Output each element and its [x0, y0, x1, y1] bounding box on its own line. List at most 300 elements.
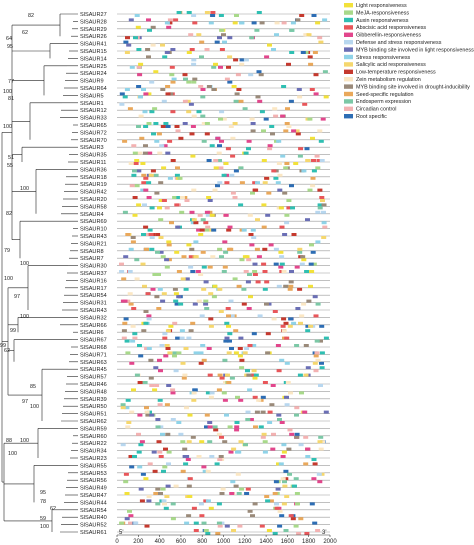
- cis-element: [218, 66, 223, 69]
- legend-swatch: [344, 77, 353, 81]
- cis-element: [276, 344, 281, 347]
- cis-element: [299, 443, 304, 446]
- three-prime-marker: 3': [322, 530, 327, 536]
- cis-element: [289, 51, 294, 54]
- cis-element: [262, 159, 267, 162]
- bootstrap-value: 95: [40, 490, 46, 496]
- gene-label: SlSAUR47: [80, 493, 107, 499]
- cis-element: [191, 436, 196, 439]
- cis-element: [184, 522, 189, 525]
- cis-element: [153, 492, 158, 495]
- cis-element: [231, 448, 236, 451]
- bootstrap-value: 81: [8, 96, 14, 102]
- cis-element: [197, 110, 202, 113]
- gene-label: SlSAUR25: [80, 63, 107, 70]
- cis-element: [133, 196, 138, 199]
- cis-element: [284, 495, 289, 498]
- cis-element: [181, 470, 186, 473]
- cis-element: [294, 344, 299, 347]
- cis-element: [205, 532, 210, 535]
- gene-label: SlSAUR14: [80, 56, 107, 63]
- cis-element: [155, 418, 160, 421]
- cis-element: [276, 414, 281, 417]
- cis-element: [133, 522, 138, 525]
- cis-element: [324, 337, 329, 340]
- cis-element: [230, 377, 235, 380]
- cis-element: [289, 184, 294, 187]
- cis-element: [121, 403, 126, 406]
- gene-label: SlSAUR8: [80, 248, 104, 255]
- cis-element: [147, 152, 152, 155]
- cis-element: [311, 177, 316, 180]
- cis-element: [186, 81, 191, 84]
- cis-element: [298, 147, 303, 150]
- gene-label: SlSAUR10: [80, 226, 107, 233]
- cis-element: [136, 48, 141, 51]
- cis-element: [245, 255, 250, 258]
- cis-element: [225, 337, 230, 340]
- cis-element: [189, 103, 194, 106]
- cis-element: [269, 403, 274, 406]
- cis-element: [218, 525, 223, 528]
- cis-element: [123, 41, 128, 44]
- cis-element: [167, 351, 172, 354]
- cis-element: [310, 88, 315, 91]
- cis-element: [226, 307, 231, 310]
- legend-label: MYB binding site involved in drought-inducibility: [356, 84, 470, 91]
- cis-element: [233, 196, 238, 199]
- cis-element: [284, 337, 289, 340]
- gene-label: SlSAUR18: [80, 174, 107, 181]
- gene-label: SlSAUR62: [80, 419, 107, 425]
- cis-element: [151, 26, 156, 29]
- cis-element: [284, 214, 289, 217]
- legend-label: Root specific: [356, 114, 387, 120]
- cis-element: [236, 88, 241, 91]
- cis-element: [130, 66, 135, 69]
- cis-element: [229, 125, 234, 128]
- cis-element: [264, 177, 269, 180]
- cis-element: [158, 181, 163, 184]
- cis-element: [152, 388, 157, 391]
- cis-element: [149, 174, 154, 177]
- cis-element: [143, 226, 148, 229]
- cis-element: [234, 14, 239, 17]
- cis-element: [246, 374, 251, 377]
- gene-label: SlSAUR48: [80, 389, 107, 396]
- cis-element: [249, 36, 254, 39]
- cis-element: [181, 277, 186, 280]
- cis-element: [163, 448, 168, 451]
- cis-element: [288, 317, 293, 320]
- cis-element: [122, 329, 127, 332]
- cis-element: [280, 155, 285, 158]
- cis-element: [125, 517, 130, 520]
- gene-label: SlSAUR3: [80, 145, 104, 152]
- cis-element: [230, 480, 235, 483]
- cis-element: [217, 458, 222, 461]
- cis-element: [233, 58, 238, 61]
- legend-swatch: [344, 3, 353, 7]
- cis-element: [288, 285, 293, 288]
- cis-element: [253, 377, 258, 380]
- bootstrap-value: 82: [28, 13, 34, 19]
- cis-element: [159, 455, 164, 458]
- cis-element: [278, 251, 283, 254]
- cis-element: [267, 529, 272, 532]
- cis-element: [310, 184, 315, 187]
- cis-element: [224, 162, 229, 165]
- cis-element: [175, 166, 180, 169]
- cis-element: [282, 21, 287, 24]
- cis-element: [201, 288, 206, 291]
- cis-element: [312, 14, 317, 17]
- cis-element: [313, 51, 318, 54]
- cis-element: [294, 525, 299, 528]
- cis-element: [143, 189, 148, 192]
- cis-element: [268, 144, 273, 147]
- cis-element: [229, 174, 234, 177]
- cis-element: [220, 48, 225, 51]
- axis-tick-label: 200: [133, 539, 144, 545]
- cis-element: [245, 418, 250, 421]
- cis-element: [128, 522, 133, 525]
- cis-element: [246, 411, 251, 414]
- cis-element: [215, 532, 220, 535]
- cis-element: [176, 129, 181, 132]
- cis-element: [288, 428, 293, 431]
- gene-label: SlSAUR16: [80, 278, 107, 285]
- cis-element: [203, 300, 208, 303]
- cis-element: [201, 88, 206, 91]
- cis-element: [193, 240, 198, 243]
- cis-element: [136, 169, 141, 172]
- cis-element: [272, 107, 277, 110]
- cis-element: [169, 221, 174, 224]
- cis-element: [170, 110, 175, 113]
- legend-label: Auxin responsiveness: [356, 17, 409, 24]
- cis-element: [227, 332, 232, 335]
- cis-element: [198, 273, 203, 276]
- bootstrap-value: 82: [6, 211, 12, 217]
- cis-element: [291, 129, 296, 132]
- cis-element: [285, 107, 290, 110]
- cis-element: [247, 273, 252, 276]
- cis-element: [232, 85, 237, 88]
- cis-element: [150, 206, 155, 209]
- cis-element: [187, 440, 192, 443]
- cis-element: [264, 303, 269, 306]
- cis-element: [210, 391, 215, 394]
- cis-element: [248, 214, 253, 217]
- cis-element: [223, 399, 228, 402]
- cis-element: [131, 325, 136, 328]
- cis-element: [283, 285, 288, 288]
- cis-element: [303, 436, 308, 439]
- cis-element: [290, 206, 295, 209]
- cis-element: [226, 325, 231, 328]
- cis-element: [308, 55, 313, 58]
- cis-element: [180, 329, 185, 332]
- cis-element: [298, 322, 303, 325]
- cis-element: [299, 14, 304, 17]
- cis-element: [125, 351, 130, 354]
- cis-element: [265, 214, 270, 217]
- cis-element: [228, 425, 233, 428]
- cis-element: [199, 41, 204, 44]
- legend-label: Seed-specific regulation: [356, 91, 414, 98]
- cis-element: [226, 66, 231, 69]
- cis-element: [119, 103, 124, 106]
- cis-element: [143, 381, 148, 384]
- cis-element: [262, 226, 267, 229]
- cis-element: [295, 433, 300, 436]
- cis-element: [237, 492, 242, 495]
- gene-label: SlSAUR65: [80, 123, 107, 129]
- cis-element: [140, 162, 145, 165]
- legend-label: MYB binding site involved in light responsiveness: [356, 47, 474, 54]
- bootstrap-value: 77: [8, 79, 14, 85]
- axis-tick-label: 2000: [323, 539, 337, 545]
- cis-element: [263, 381, 268, 384]
- cis-element: [131, 174, 136, 177]
- cis-element: [176, 351, 181, 354]
- cis-element: [219, 255, 224, 258]
- cis-element: [203, 221, 208, 224]
- cis-element: [219, 436, 224, 439]
- cis-element: [183, 73, 188, 76]
- gene-label: SlSAUR57: [80, 374, 107, 381]
- bootstrap-value: 99: [0, 343, 6, 349]
- cis-element: [308, 285, 313, 288]
- cis-element: [224, 322, 229, 325]
- cis-element: [305, 218, 310, 221]
- cis-element: [206, 470, 211, 473]
- cis-element: [207, 347, 212, 350]
- cis-element: [191, 399, 196, 402]
- gene-label: SlSAUR11: [80, 160, 107, 166]
- cis-element: [227, 55, 232, 58]
- cis-element: [123, 255, 128, 258]
- cis-element: [146, 499, 151, 502]
- cis-element: [324, 411, 329, 414]
- cis-element: [317, 189, 322, 192]
- cis-element: [213, 159, 218, 162]
- cis-element: [240, 181, 245, 184]
- bootstrap-value: 51: [8, 155, 14, 161]
- legend-label: MeJA-responsiveness: [356, 10, 410, 17]
- cis-element: [138, 443, 143, 446]
- cis-element: [292, 485, 297, 488]
- cis-element: [188, 477, 193, 480]
- cis-element: [294, 414, 299, 417]
- cis-element: [313, 362, 318, 365]
- cis-element: [165, 152, 170, 155]
- cis-element: [197, 300, 202, 303]
- cis-element: [248, 344, 253, 347]
- cis-element: [269, 243, 274, 246]
- cis-element: [136, 26, 141, 29]
- cis-element: [252, 21, 257, 24]
- cis-element: [155, 251, 160, 254]
- gene-label: SlSAUR41: [80, 41, 107, 48]
- cis-element: [310, 502, 315, 505]
- cis-element: [227, 351, 232, 354]
- legend-label: Gibberellin-responsiveness: [356, 32, 422, 39]
- cis-element: [133, 36, 138, 39]
- cis-element: [191, 63, 196, 66]
- cis-element: [158, 288, 163, 291]
- cis-element: [186, 243, 191, 246]
- gene-label: SlSAUR66: [80, 322, 107, 329]
- legend-label: Endosperm expression: [356, 99, 412, 106]
- cis-element: [215, 184, 220, 187]
- cis-element: [149, 377, 154, 380]
- cis-element: [246, 258, 251, 261]
- cis-element: [138, 354, 143, 357]
- cis-element: [161, 166, 166, 169]
- cis-element: [225, 374, 230, 377]
- gene-label: SlSAUR27: [80, 12, 107, 18]
- cis-element: [255, 411, 260, 414]
- bootstrap-value: 62: [22, 30, 28, 36]
- legend-swatch: [344, 47, 353, 51]
- cis-element: [307, 118, 312, 121]
- cis-element: [125, 51, 130, 54]
- cis-element: [280, 115, 285, 118]
- cis-element: [210, 14, 215, 17]
- cis-element: [304, 270, 309, 273]
- cis-element: [129, 303, 134, 306]
- cis-element: [174, 251, 179, 254]
- cis-element: [277, 525, 282, 528]
- cis-element: [126, 44, 131, 47]
- cis-element: [319, 325, 324, 328]
- bootstrap-value: 85: [30, 384, 36, 390]
- cis-element: [305, 147, 310, 150]
- bootstrap-value: 99: [10, 328, 16, 334]
- cis-element: [137, 414, 142, 417]
- legend-label: Salicylic acid responsiveness: [356, 62, 426, 69]
- gene-label: SlSAUR60: [80, 433, 107, 440]
- cis-element: [165, 266, 170, 269]
- cis-element: [300, 263, 305, 266]
- cis-element: [194, 351, 199, 354]
- cis-element: [315, 21, 320, 24]
- cis-element: [134, 258, 139, 261]
- cis-element: [196, 270, 201, 273]
- cis-element: [132, 332, 137, 335]
- bootstrap-value: 64: [6, 36, 12, 42]
- cis-element: [299, 314, 304, 317]
- bootstrap-value: 100: [20, 438, 29, 444]
- cis-element: [129, 162, 134, 165]
- cis-element: [266, 192, 271, 195]
- cis-element: [259, 73, 264, 76]
- cis-element: [144, 310, 149, 313]
- cis-element: [282, 270, 287, 273]
- cis-element: [235, 396, 240, 399]
- cis-element: [162, 499, 167, 502]
- legend-label: Defense and stress responsiveness: [356, 40, 442, 46]
- bootstrap-value: 97: [22, 399, 28, 405]
- cis-element: [282, 502, 287, 505]
- cis-element: [312, 169, 317, 172]
- cis-element: [165, 206, 170, 209]
- cis-element: [306, 300, 311, 303]
- cis-element: [320, 351, 325, 354]
- cis-element: [247, 307, 252, 310]
- legend-swatch: [344, 55, 353, 59]
- cis-element: [215, 137, 220, 140]
- cis-element: [145, 48, 150, 51]
- cis-element: [166, 462, 171, 465]
- bootstrap-value: 100: [4, 276, 13, 282]
- cis-element: [251, 122, 256, 125]
- cis-element: [311, 251, 316, 254]
- cis-element: [211, 66, 216, 69]
- cis-element: [125, 36, 130, 39]
- cis-element: [220, 492, 225, 495]
- cis-element: [264, 118, 269, 121]
- cis-element: [177, 270, 182, 273]
- cis-element: [267, 421, 272, 424]
- cis-element: [188, 33, 193, 36]
- cis-element: [183, 462, 188, 465]
- cis-element: [164, 507, 169, 510]
- axis-tick-label: 1200: [238, 539, 252, 545]
- cis-element: [174, 292, 179, 295]
- cis-element: [173, 288, 178, 291]
- cis-element: [156, 307, 161, 310]
- cis-element: [297, 251, 302, 254]
- cis-element: [123, 211, 128, 214]
- cis-element: [213, 63, 218, 66]
- cis-element: [162, 55, 167, 58]
- cis-element: [211, 229, 216, 232]
- cis-element: [147, 495, 152, 498]
- cis-element: [146, 18, 151, 21]
- cis-element: [322, 203, 327, 206]
- cis-element: [239, 359, 244, 362]
- cis-element: [194, 522, 199, 525]
- bootstrap-value: 100: [20, 186, 29, 192]
- cis-element: [129, 465, 134, 468]
- cis-element: [135, 184, 140, 187]
- cis-element: [134, 162, 139, 165]
- cis-element: [187, 495, 192, 498]
- cis-element: [196, 33, 201, 36]
- cis-element: [201, 218, 206, 221]
- cis-element: [264, 495, 269, 498]
- axis-tick-label: 1400: [259, 539, 273, 545]
- cis-element: [304, 374, 309, 377]
- five-prime-marker: 5': [119, 530, 124, 536]
- cis-element: [200, 229, 205, 232]
- cis-element: [149, 233, 154, 236]
- cis-element: [210, 144, 215, 147]
- cis-element: [246, 147, 251, 150]
- cis-element: [154, 140, 159, 143]
- element-legend: [344, 3, 474, 120]
- gene-label: SlSAUR58: [80, 204, 107, 211]
- cis-element: [164, 495, 169, 498]
- cis-element: [129, 362, 134, 365]
- cis-element: [302, 411, 307, 414]
- cis-element: [172, 322, 177, 325]
- cis-element: [183, 78, 188, 81]
- cis-element: [126, 421, 131, 424]
